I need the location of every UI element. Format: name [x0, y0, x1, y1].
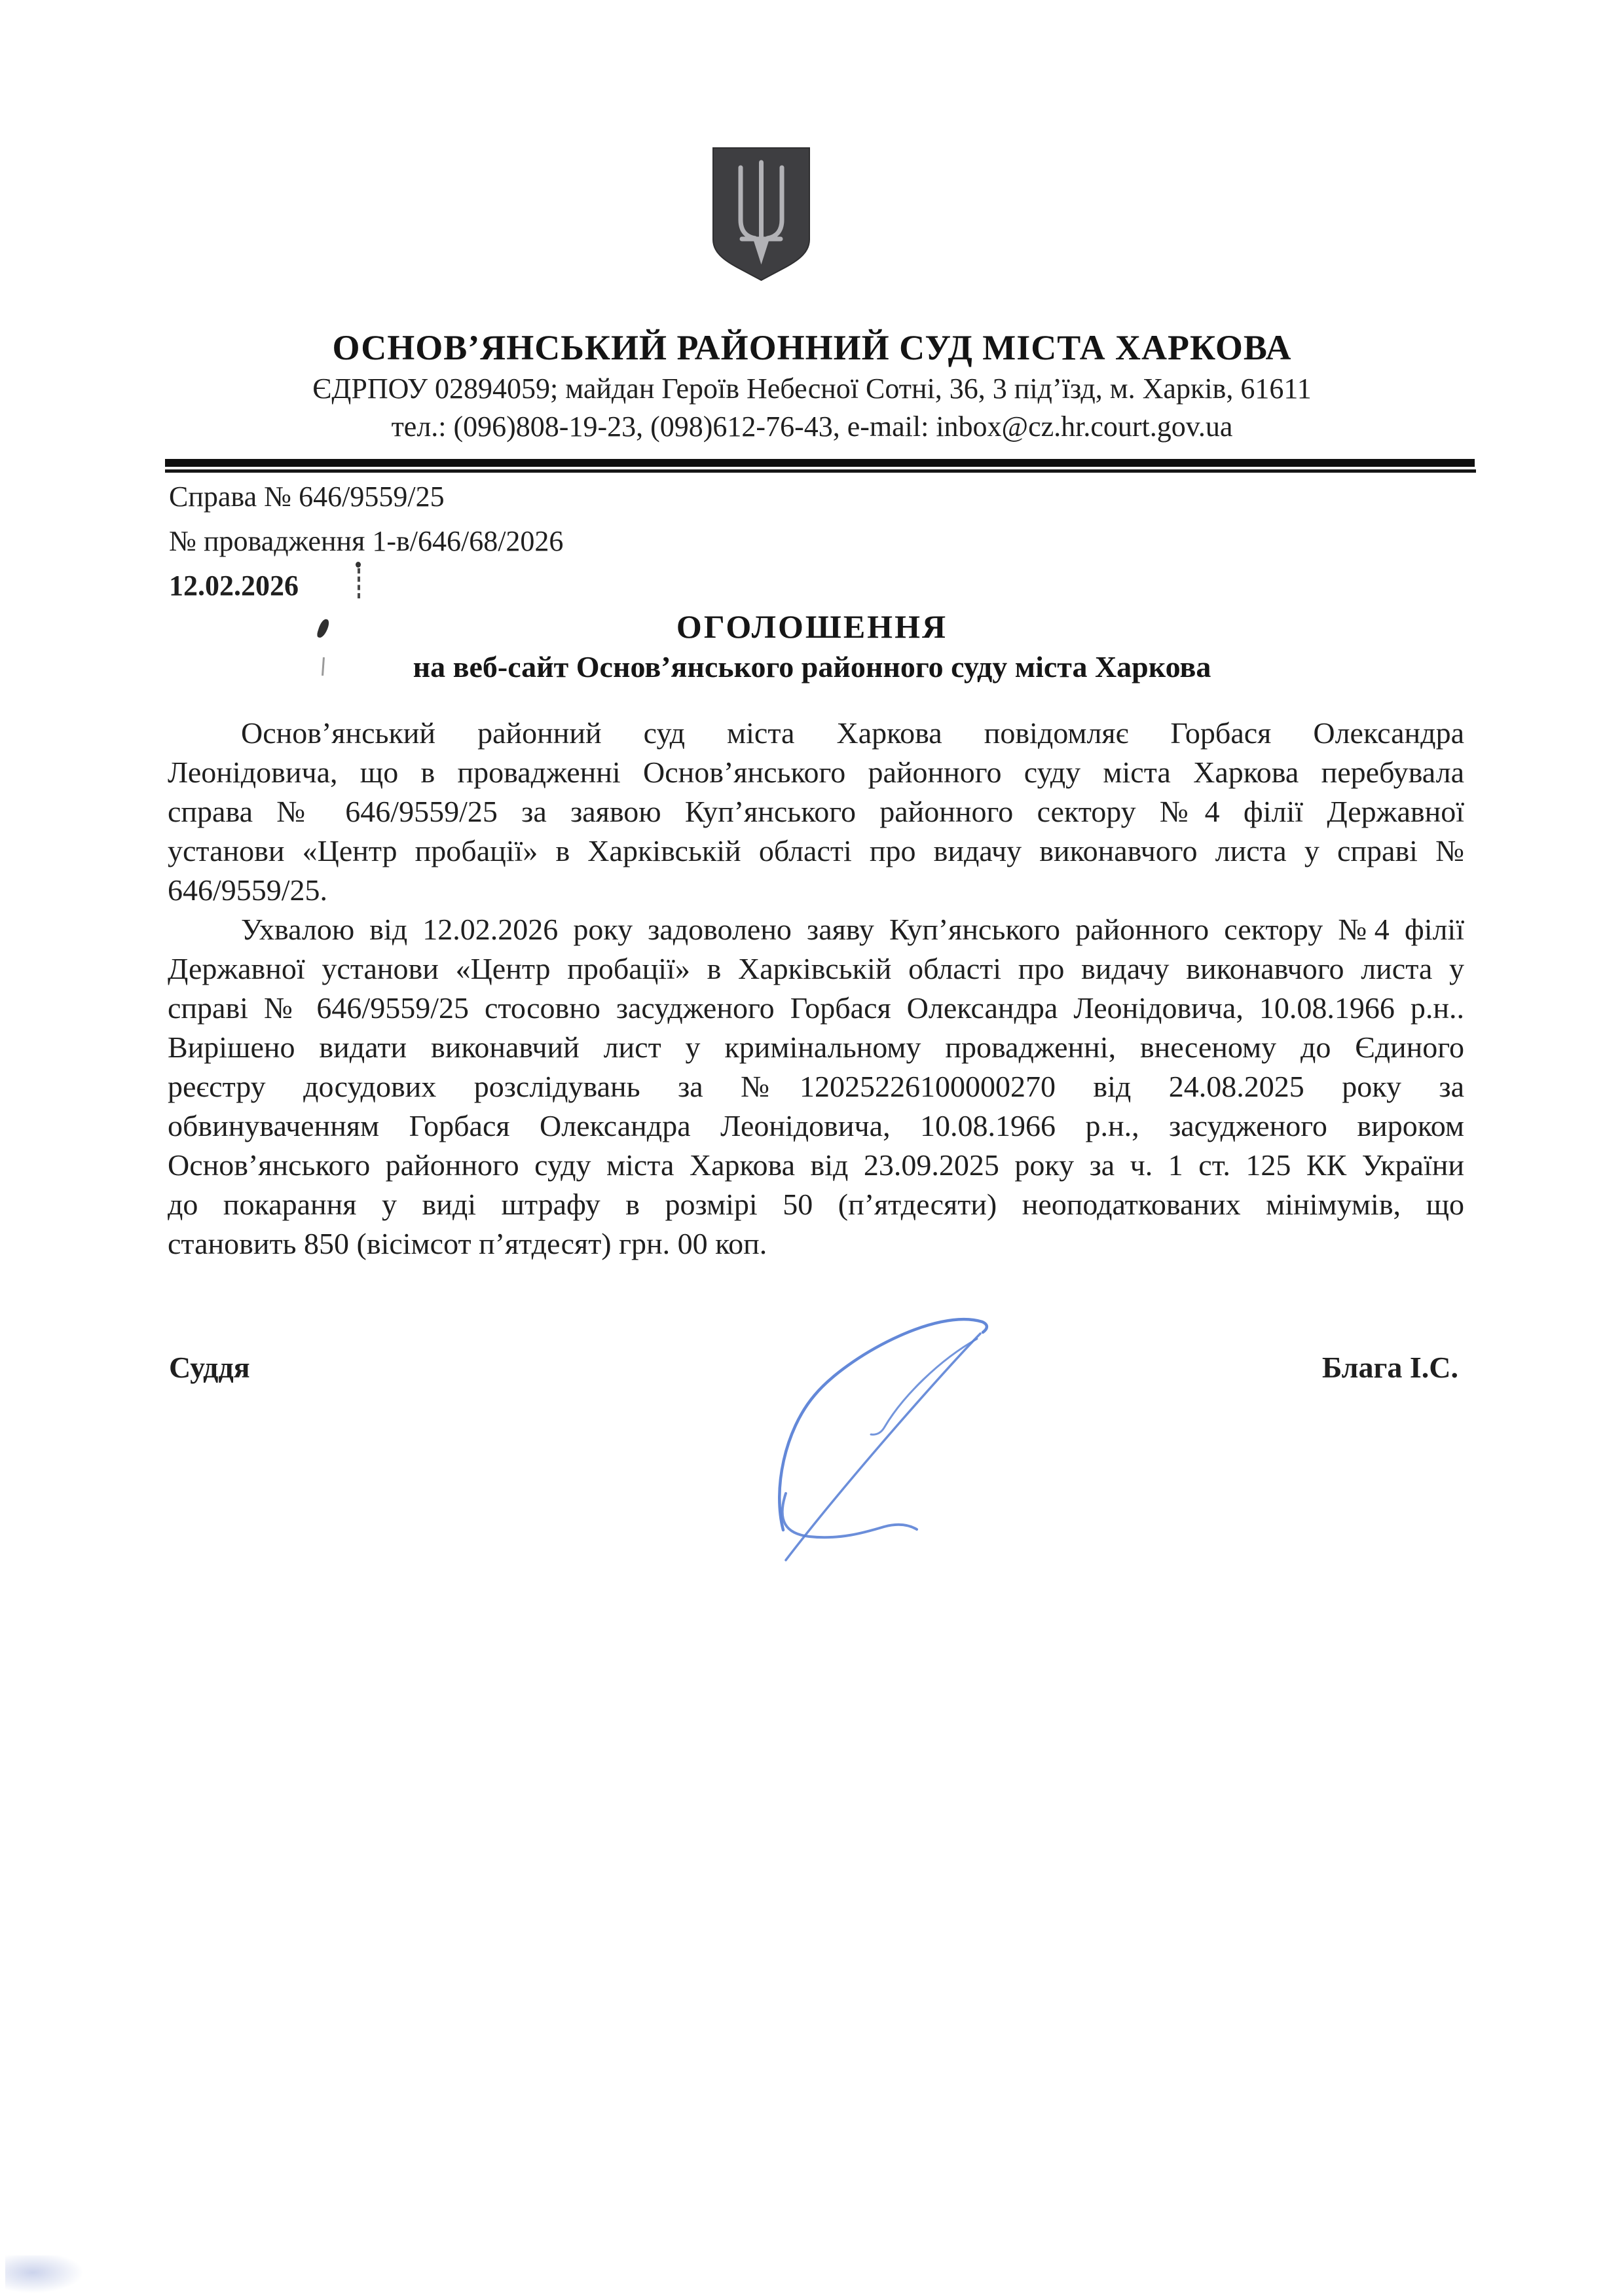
scan-artifact-dashed-line [358, 568, 360, 598]
paragraph-2-line: Основ’янського районного суду міста Харкова від 23.09.2025 року за ч. 1 ст. 125 КК України [168, 1148, 1464, 1182]
paragraph-1-line: Основ’янський районний суд міста Харкова повідомляє Горбася Олександра [241, 716, 1464, 750]
paragraph-1-line: справа № 646/9559/25 за заявою Куп’янського районного сектору №4 філії Державної [168, 795, 1464, 828]
court-address: ЄДРПОУ 02894059; майдан Героїв Небесної Сотні, 36, 3 під’їзд, м. Харків, 61611 [312, 373, 1312, 405]
paragraph-1-line: 646/9559/25. [168, 873, 328, 907]
judge-signature-icon [740, 1300, 1015, 1591]
announcement-title: ОГОЛОШЕННЯ [676, 608, 948, 645]
paragraph-2-line: Ухвалою від 12.02.2026 року задоволено заяву Куп’янського районного сектору №4 філії [241, 913, 1464, 946]
paragraph-2-line: Вирішено видати виконавчий лист у кримінальному провадженні, внесеному до Єдиного [168, 1030, 1464, 1064]
judge-role-label: Суддя [169, 1351, 250, 1384]
announcement-subtitle: на веб-сайт Основ’янського районного суду міста Харкова [413, 650, 1211, 683]
paragraph-2-line: справі № 646/9559/25 стосовно засудженого Горбася Олександра Леонідовича, 10.08.1966 р.н.. [168, 991, 1464, 1025]
header-divider-thick [165, 459, 1475, 467]
ukraine-coat-of-arms-icon [710, 145, 812, 283]
court-contact: тел.: (096)808-19-23, (098)612-76-43, e-mail: inbox@cz.hr.court.gov.ua [391, 410, 1233, 443]
paragraph-2-line: до покарання у виді штрафу в розмірі 50 (п’ятдесяти) неоподаткованих мінімумів, що [168, 1188, 1464, 1221]
paragraph-2-line: реєстру досудових розслідувань за №12025226100000270 від 24.08.2025 року за [168, 1070, 1464, 1103]
paragraph-1-line: установи «Центр пробації» в Харківській області про видачу виконавчого листа у справі № [168, 834, 1464, 867]
proceeding-number: № провадження 1-в/646/68/2026 [169, 525, 564, 557]
paragraph-2-line: обвинуваченням Горбася Олександра Леонідовича, 10.08.1966 р.н., засудженого вироком [168, 1109, 1464, 1142]
court-name: ОСНОВ’ЯНСЬКИЙ РАЙОННИЙ СУД МІСТА ХАРКОВА [332, 328, 1292, 367]
case-number: Справа № 646/9559/25 [169, 481, 445, 513]
document-body [168, 714, 1464, 1264]
paragraph-1-line: Леонідовича, що в провадженні Основ’янського районного суду міста Харкова перебувала [168, 756, 1464, 789]
scan-artifact-blue-smudge [5, 2255, 84, 2293]
paragraph-2-line: Державної установи «Центр пробації» в Харківській області про видачу виконавчого листа у [168, 952, 1464, 985]
paragraph-2-line: становить 850 (вісімсот п’ятдесят) грн. 00 коп. [168, 1227, 767, 1260]
judge-name: Блага І.С. [1321, 1351, 1458, 1384]
document-date: 12.02.2026 [169, 570, 299, 602]
header-divider-thin [165, 469, 1476, 473]
scan-artifact-dot [356, 562, 361, 568]
